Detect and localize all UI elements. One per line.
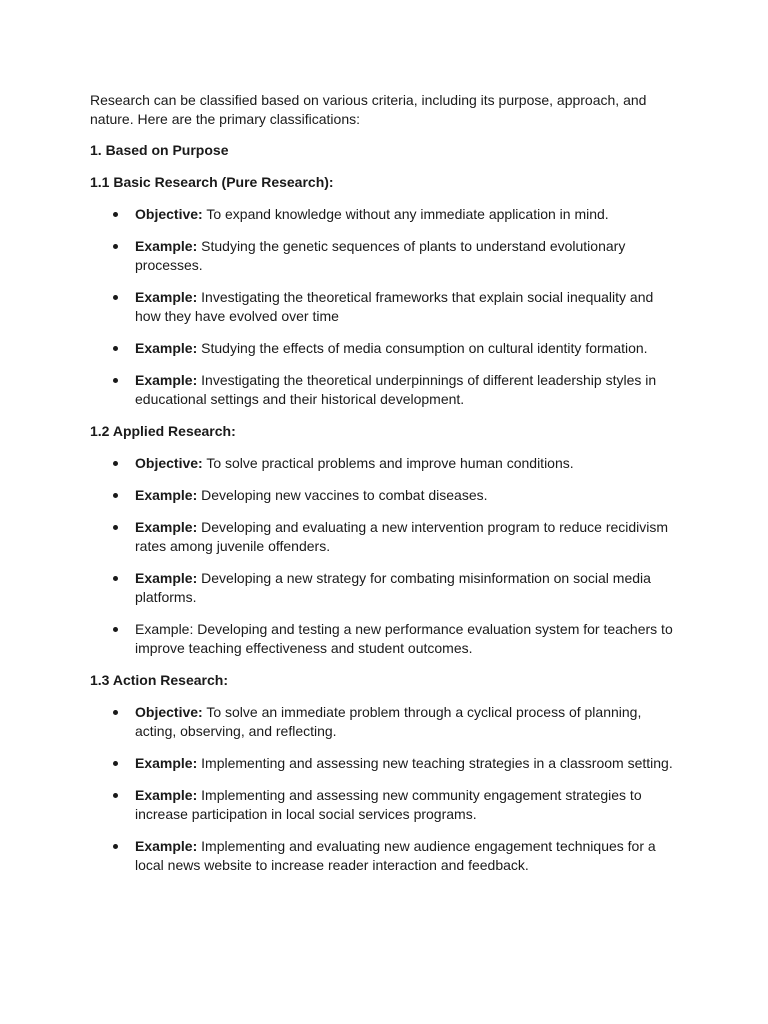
item-label: Objective: (135, 704, 203, 720)
bullet-icon (113, 627, 118, 632)
item-label: Example: (135, 238, 198, 254)
item-label: Example: (135, 519, 198, 535)
item-text: To solve practical problems and improve human conditions. (202, 455, 574, 471)
item-label: Objective: (135, 455, 203, 471)
item-text: To expand knowledge without any immediate application in mind. (202, 206, 609, 222)
bullet-icon (113, 244, 118, 249)
list-item (90, 371, 678, 409)
item-label: Example: (135, 621, 194, 637)
list-item (90, 620, 678, 658)
bullet-icon (113, 346, 118, 351)
list-item (90, 569, 678, 607)
bullet-icon (113, 793, 118, 798)
item-text: Implementing and assessing new community engagement strategies to increase participation in local social services programs. (135, 787, 642, 822)
item-text: Investigating the theoretical frameworks that explain social inequality and how they have evolved over time (135, 289, 654, 324)
list-item (90, 518, 678, 556)
item-text: To solve an immediate problem through a cyclical process of planning, acting, observing, and reflecting. (135, 704, 642, 739)
bullet-icon (113, 461, 118, 466)
bullet-icon (113, 493, 118, 498)
bullet-icon (113, 295, 118, 300)
item-label: Example: (135, 787, 198, 803)
item-label: Example: (135, 487, 198, 503)
bullet-icon (113, 525, 118, 530)
list-item (90, 754, 678, 773)
item-label: Example: (135, 340, 198, 356)
bullet-icon (113, 378, 118, 383)
item-text: Investigating the theoretical underpinnings of different leadership styles in educational settings and their historical development. (135, 372, 657, 407)
item-text: Developing new vaccines to combat diseases. (197, 487, 488, 503)
item-text: Developing a new strategy for combating misinformation on social media platforms. (135, 570, 651, 605)
subsection-heading-applied: 1.2 Applied Research: (90, 423, 236, 439)
item-label: Example: (135, 372, 198, 388)
list-item (90, 339, 678, 358)
item-label: Example: (135, 289, 198, 305)
subsection-heading-action: 1.3 Action Research: (90, 672, 228, 688)
list-item (90, 454, 678, 473)
list-item (90, 288, 678, 326)
section-heading: 1. Based on Purpose (90, 142, 229, 158)
bullet-list-action (90, 703, 678, 875)
list-item (90, 486, 678, 505)
bullet-icon (113, 576, 118, 581)
bullet-icon (113, 212, 118, 217)
bullet-icon (113, 761, 118, 766)
list-item (90, 703, 678, 741)
item-text: Developing and evaluating a new intervention program to reduce recidivism rates among juvenile offenders. (135, 519, 669, 554)
item-text: Studying the genetic sequences of plants to understand evolutionary processes. (135, 238, 626, 273)
bullet-icon (113, 710, 118, 715)
bullet-icon (113, 844, 118, 849)
list-item (90, 837, 678, 875)
subsection-heading-basic: 1.1 Basic Research (Pure Research): (90, 174, 334, 190)
list-item (90, 205, 678, 224)
intro-paragraph: Research can be classified based on various criteria, including its purpose, approach, and nature. Here are the primary classifications: (90, 92, 647, 127)
item-text: Studying the effects of media consumption on cultural identity formation. (197, 340, 648, 356)
item-label: Example: (135, 570, 198, 586)
item-text: Developing and testing a new performance evaluation system for teachers to improve teaching effectiveness and student outcomes. (135, 621, 673, 656)
item-label: Example: (135, 838, 198, 854)
list-item (90, 786, 678, 824)
item-text: Implementing and assessing new teaching strategies in a classroom setting. (197, 755, 673, 771)
item-label: Objective: (135, 206, 203, 222)
bullet-list-applied (90, 454, 678, 658)
bullet-list-basic (90, 205, 678, 409)
item-text: Implementing and evaluating new audience engagement techniques for a local news website to increase reader interaction and feedback. (135, 838, 656, 873)
item-label: Example: (135, 755, 198, 771)
list-item (90, 237, 678, 275)
